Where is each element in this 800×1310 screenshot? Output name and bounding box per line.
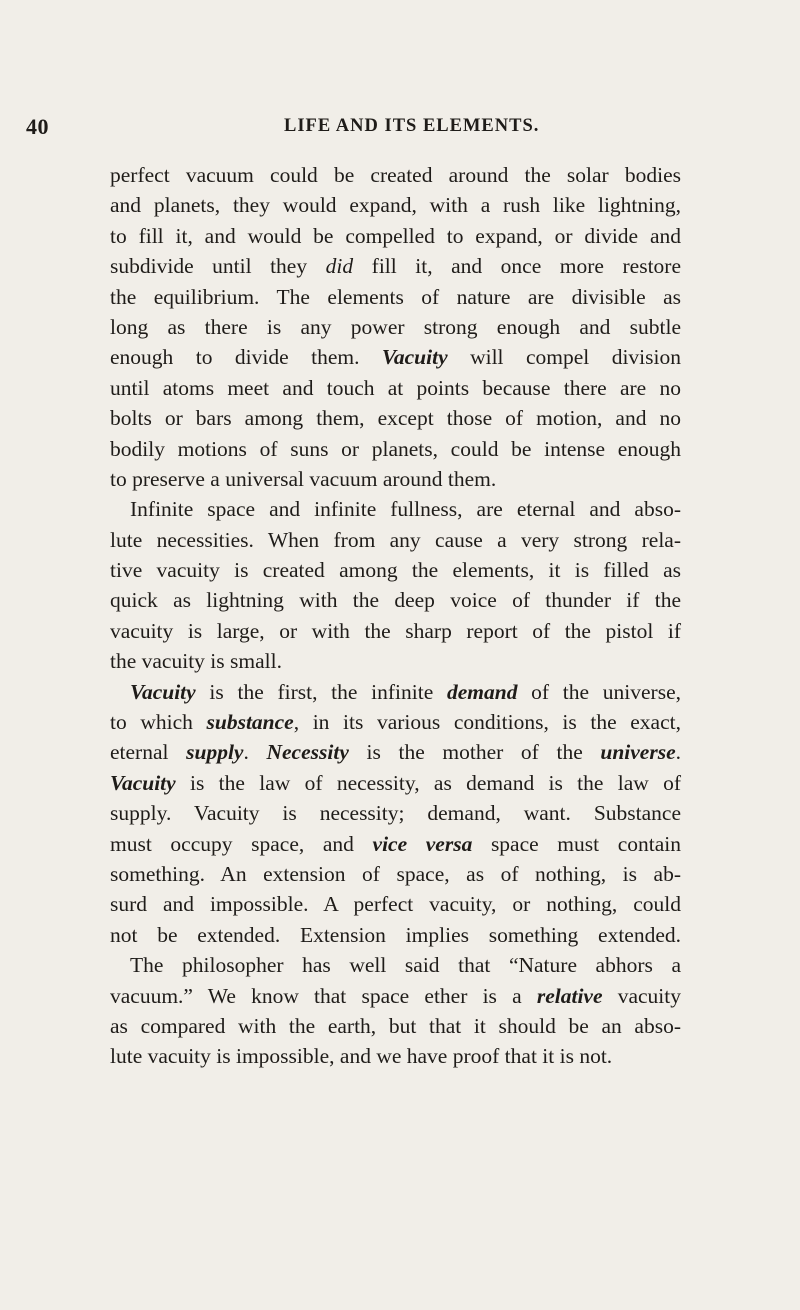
text-segment: the vacuity is small. [110,649,282,674]
emphasized-text: substance [206,710,294,735]
text-line [110,859,681,889]
text-segment: must occupy space, and [110,831,373,856]
text-segment: . [243,740,267,765]
text-segment: to preserve a universal vacuum around them. [110,466,497,491]
text-line [110,282,681,312]
text-line [110,950,681,980]
text-line [110,160,681,190]
page-header [26,114,716,142]
text-line [110,585,681,615]
text-segment: vacuity [602,983,681,1008]
text-segment: Infinite space and infinite fullness, are eternal and abso- [130,497,681,522]
text-segment: , in its various conditions, is the exact, [293,710,681,735]
text-segment: not be extended. Extension implies something extended. [110,922,681,947]
emphasized-text: Necessity [266,740,349,765]
page-number: 40 [26,114,49,139]
text-segment: lute vacuity is impossible, and we have proof that it is not. [110,1044,613,1069]
text-line [110,1011,681,1041]
text-line [110,1041,681,1071]
text-line [110,646,681,676]
text-segment: and planets, they would expand, with a rush like lightning, [110,193,681,218]
text-segment: until atoms meet and touch at points because there are no [110,375,681,400]
text-line [110,920,681,950]
text-segment: . [675,740,681,765]
text-line [110,889,681,919]
text-segment: perfect vacuum could be created around the solar bodies [110,163,681,187]
text-line [110,494,681,524]
text-line [110,251,681,281]
text-line [110,707,681,737]
text-line [110,737,681,767]
text-line [110,221,681,251]
text-segment: The philosopher has well said that “Nature abhors a [130,953,681,978]
emphasized-text: demand [446,679,518,704]
running-title: LIFE AND ITS ELEMENTS. [284,116,540,136]
text-line [110,190,681,220]
text-line [110,768,681,798]
text-line [110,403,681,433]
text-segment: space must contain [472,831,682,856]
text-segment: bodily motions of suns or planets, could be intense enough [110,436,681,461]
text-segment: as compared with the earth, but that it should be an abso- [110,1013,681,1038]
emphasized-text: did [325,254,354,279]
text-line [110,342,681,372]
text-line [110,829,681,859]
text-segment: vacuum.” We know that space ether is a [110,983,537,1008]
text-segment: will compel division [447,345,681,370]
text-segment: long as there is any power strong enough and subtle [110,314,681,339]
text-segment: eternal [110,740,187,765]
text-segment: fill it, and once more restore [353,254,682,279]
text-segment: supply. Vacuity is necessity; demand, want. Substance [110,801,681,826]
text-line [110,373,681,403]
body-text [110,160,681,1072]
text-segment: to fill it, and would be compelled to expand, or divide and [110,223,681,248]
text-segment: is the law of necessity, as demand is the law of [175,770,681,795]
text-segment: to which [110,710,207,735]
emphasized-text: supply [186,740,244,765]
text-line [110,555,681,585]
text-line [110,464,681,494]
text-segment: is the mother of the [348,740,601,765]
text-line [110,677,681,707]
text-segment: tive vacuity is created among the elements, it is filled as [110,558,681,583]
text-line [110,798,681,828]
emphasized-text: Vacuity [381,345,448,370]
text-line [110,981,681,1011]
text-segment: is the first, the infinite [195,679,447,704]
text-segment: subdivide until they [110,254,326,279]
emphasized-text: Vacuity [110,770,176,795]
text-segment: the equilibrium. The elements of nature are divisible as [110,284,681,309]
text-segment: lute necessities. When from any cause a very strong rela- [110,527,681,552]
text-segment: enough to divide them. [110,345,382,370]
text-line [110,434,681,464]
emphasized-text: vice versa [372,831,473,856]
text-line [110,312,681,342]
text-line [110,616,681,646]
emphasized-text: Vacuity [130,679,196,704]
emphasized-text: universe [600,740,676,765]
text-segment: of the universe, [517,679,682,704]
text-segment: bolts or bars among them, except those of motion, and no [110,406,681,431]
emphasized-text: relative [536,983,603,1008]
text-segment: quick as lightning with the deep voice of thunder if the [110,588,681,613]
text-segment: surd and impossible. A perfect vacuity, or nothing, could [110,892,681,917]
text-segment: vacuity is large, or with the sharp report of the pistol if [110,618,681,643]
text-line [110,525,681,555]
text-segment: something. An extension of space, as of nothing, is ab- [110,861,681,886]
